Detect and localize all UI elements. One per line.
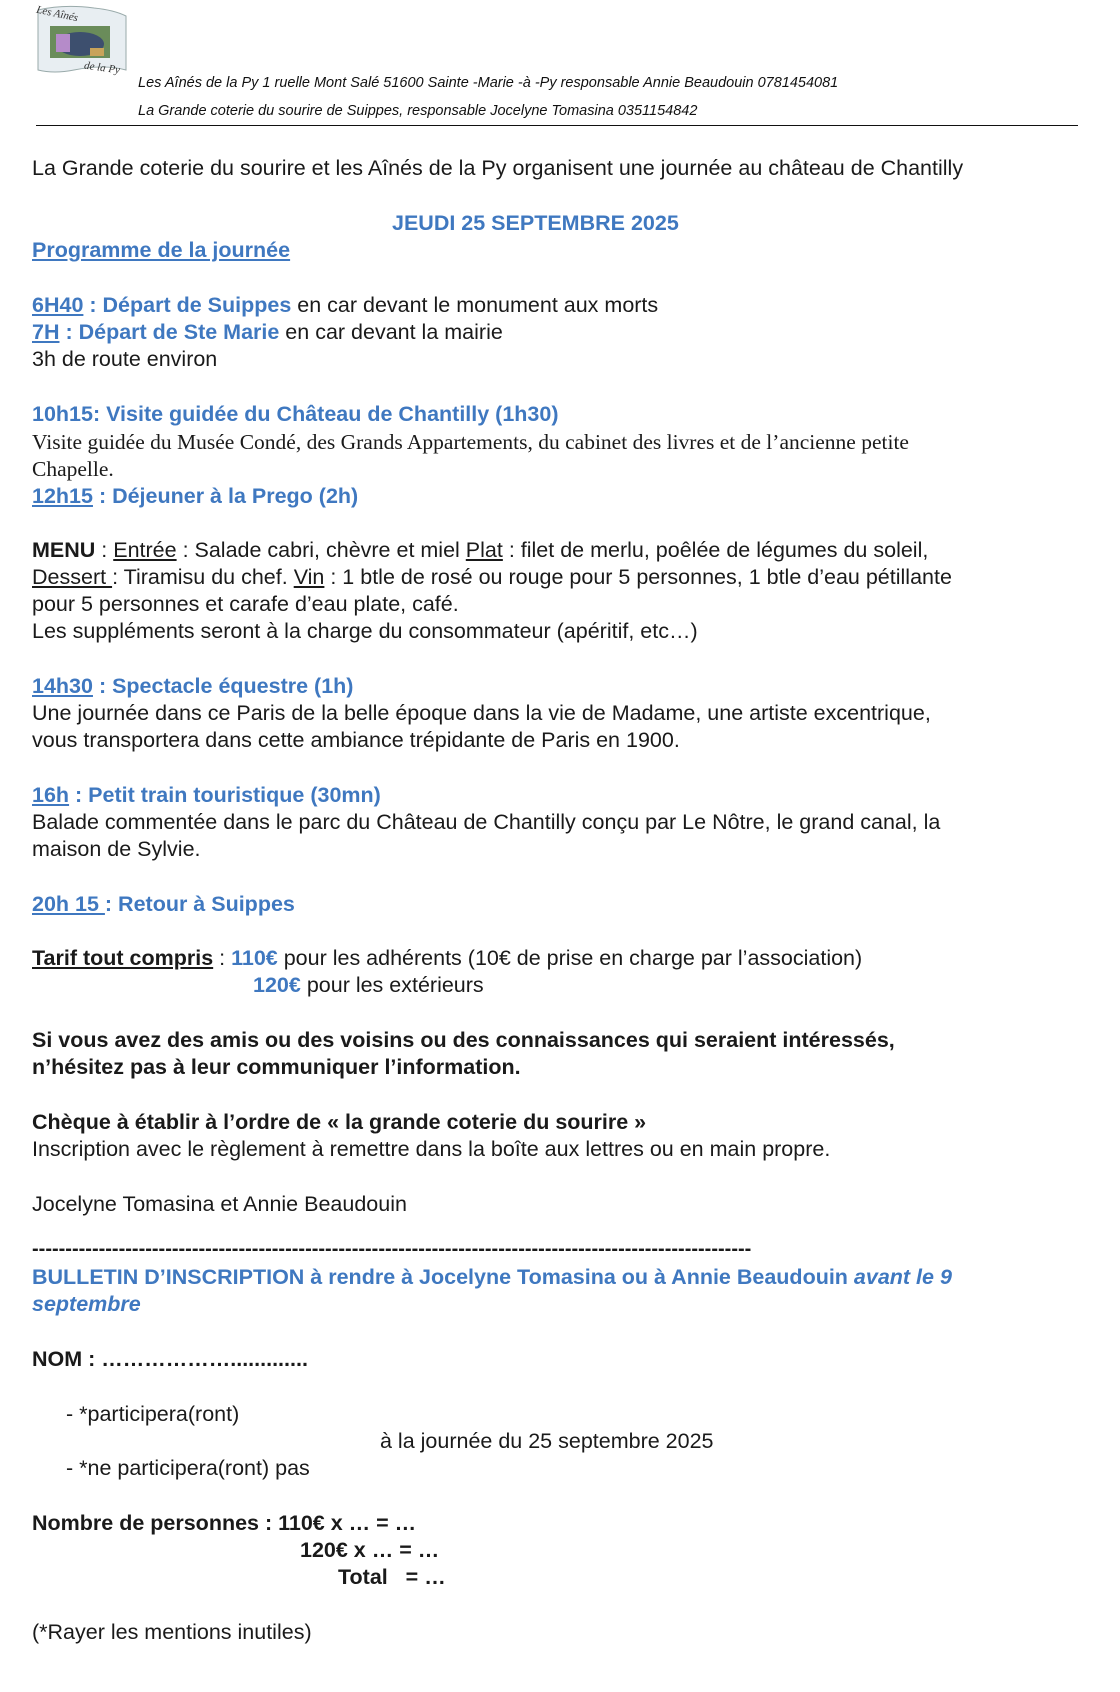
nombre-line-2: 120€ x … = … — [300, 1538, 440, 1562]
cheque-line-1: Chèque à établir à l’ordre de « la grande coterie du sourire » — [32, 1110, 647, 1134]
menu-vin-label: Vin — [293, 565, 325, 589]
tarif-line-2 — [253, 971, 484, 999]
tarif-sep: : — [213, 946, 232, 970]
signature: Jocelyne Tomasina et Annie Beaudouin — [32, 1192, 407, 1216]
route-duration: 3h de route environ — [32, 347, 218, 371]
cheque-line-2: Inscription avec le règlement à remettre dans la boîte aux lettres ou en main propre. — [32, 1137, 831, 1161]
train-title — [32, 781, 381, 809]
train-time: 16h — [32, 783, 70, 807]
visite-desc-2: Chapelle. — [32, 457, 114, 481]
spectacle-label: : Spectacle équestre (1h) — [92, 674, 354, 698]
spectacle-desc-1: Une journée dans ce Paris de la belle époque dans la vie de Madame, une artiste excentrique, — [32, 701, 931, 725]
journee-text: à la journée du 25 septembre 2025 — [380, 1429, 714, 1453]
cut-line-separator: ------------------------------------------------------------------------------------------------------------ — [32, 1238, 752, 1260]
dejeuner — [32, 482, 358, 510]
dejeuner-time: 12h15 — [32, 484, 93, 508]
tarif-line-1 — [32, 944, 862, 972]
tarif-text-exterieurs: pour les extérieurs — [300, 973, 484, 997]
depart-suippes-time: 6H40 — [32, 293, 84, 317]
menu-vin: : 1 btle de rosé ou rouge pour 5 personnes, 1 btle d’eau pétillante — [324, 565, 952, 589]
visite-desc-1: Visite guidée du Musée Condé, des Grands Appartements, du cabinet des livres et de l’ancienne petite — [32, 430, 909, 454]
header-address-line: Les Aînés de la Py 1 ruelle Mont Salé 51600 Sainte -Marie -à -Py responsable Annie Beaudouin 0781454081 — [138, 75, 839, 91]
depart-ste-marie-label: : Départ de Ste Marie — [59, 320, 280, 344]
train-desc-2: maison de Sylvie. — [32, 837, 201, 861]
nom-field[interactable]: NOM : ………………............. — [32, 1347, 308, 1371]
bulletin-title-text: BULLETIN D’INSCRIPTION à rendre à Jocelyne Tomasina ou à Annie Beaudouin — [32, 1265, 854, 1289]
spectacle-time: 14h30 — [32, 674, 93, 698]
header-rule — [36, 125, 1078, 126]
tarif-price-adherents: 110€ — [231, 946, 278, 970]
menu-dessert: : Tiramisu du chef. — [112, 565, 294, 589]
depart-suippes — [32, 291, 658, 319]
association-logo — [34, 4, 130, 76]
nombre-total: Total = … — [338, 1565, 446, 1589]
amis-line-2: n’hésitez pas à leur communiquer l’information. — [32, 1055, 521, 1079]
event-date: JEUDI 25 SEPTEMBRE 2025 — [392, 211, 679, 235]
option-ne-participe[interactable]: - *ne participera(ront) pas — [66, 1456, 310, 1480]
bulletin-title-line-2: septembre — [32, 1292, 141, 1316]
tarif-text-adherents: pour les adhérents (10€ de prise en charge par l’association) — [277, 946, 863, 970]
bulletin-title — [32, 1263, 952, 1291]
train-desc-1: Balade commentée dans le parc du Château de Chantilly conçu par Le Nôtre, le grand canal, la — [32, 810, 941, 834]
logo-text-bottom: de la Py — [83, 59, 121, 77]
menu-plat: : filet de merlu, poêlée de légumes du soleil, — [502, 538, 929, 562]
menu-line-2 — [32, 563, 952, 591]
logo-text-top: Les Aînés — [35, 3, 80, 25]
retour — [32, 890, 295, 918]
menu-line-3: pour 5 personnes et carafe d’eau plate, café. — [32, 592, 459, 616]
menu-line-1 — [32, 536, 928, 564]
intro-text: La Grande coterie du sourire et les Aînés de la Py organisent une journée au château de Chantilly — [32, 156, 964, 180]
depart-ste-marie-time: 7H — [32, 320, 60, 344]
visite-title: 10h15: Visite guidée du Château de Chantilly (1h30) — [32, 402, 559, 426]
menu-entree-label: Entrée — [113, 538, 177, 562]
option-participe[interactable]: - *participera(ront) — [66, 1402, 240, 1426]
amis-line-1: Si vous avez des amis ou des voisins ou des connaissances qui seraient intéressés, — [32, 1028, 895, 1052]
spectacle-title — [32, 672, 353, 700]
depart-suippes-rest: en car devant le monument aux morts — [291, 293, 659, 317]
menu-sep: : — [95, 538, 114, 562]
rayer-note: (*Rayer les mentions inutiles) — [32, 1620, 312, 1644]
depart-ste-marie — [32, 318, 503, 346]
retour-label: : Retour à Suippes — [104, 892, 295, 916]
dejeuner-label: : Déjeuner à la Prego (2h) — [92, 484, 359, 508]
tarif-price-exterieurs: 120€ — [253, 973, 301, 997]
depart-suippes-label: : Départ de Suippes — [83, 293, 292, 317]
depart-ste-marie-rest: en car devant la mairie — [279, 320, 503, 344]
programme-title: Programme de la journée — [32, 238, 291, 262]
header-contact-line: La Grande coterie du sourire de Suippes, responsable Jocelyne Tomasina 0351154842 — [138, 103, 698, 119]
menu-entree: : Salade cabri, chèvre et miel — [176, 538, 466, 562]
menu-line-4: Les suppléments seront à la charge du consommateur (apéritif, etc…) — [32, 619, 698, 643]
nombre-line-1: Nombre de personnes : 110€ x … = … — [32, 1511, 417, 1535]
menu-dessert-label: Dessert — [32, 565, 113, 589]
retour-time: 20h 15 — [32, 892, 105, 916]
spectacle-desc-2: vous transportera dans cette ambiance trépidante de Paris en 1900. — [32, 728, 680, 752]
menu-label: MENU — [32, 538, 96, 562]
bulletin-deadline: avant le 9 — [853, 1265, 952, 1289]
menu-plat-label: Plat — [465, 538, 503, 562]
train-label: : Petit train touristique (30mn) — [69, 783, 381, 807]
tarif-label: Tarif tout compris — [32, 946, 214, 970]
